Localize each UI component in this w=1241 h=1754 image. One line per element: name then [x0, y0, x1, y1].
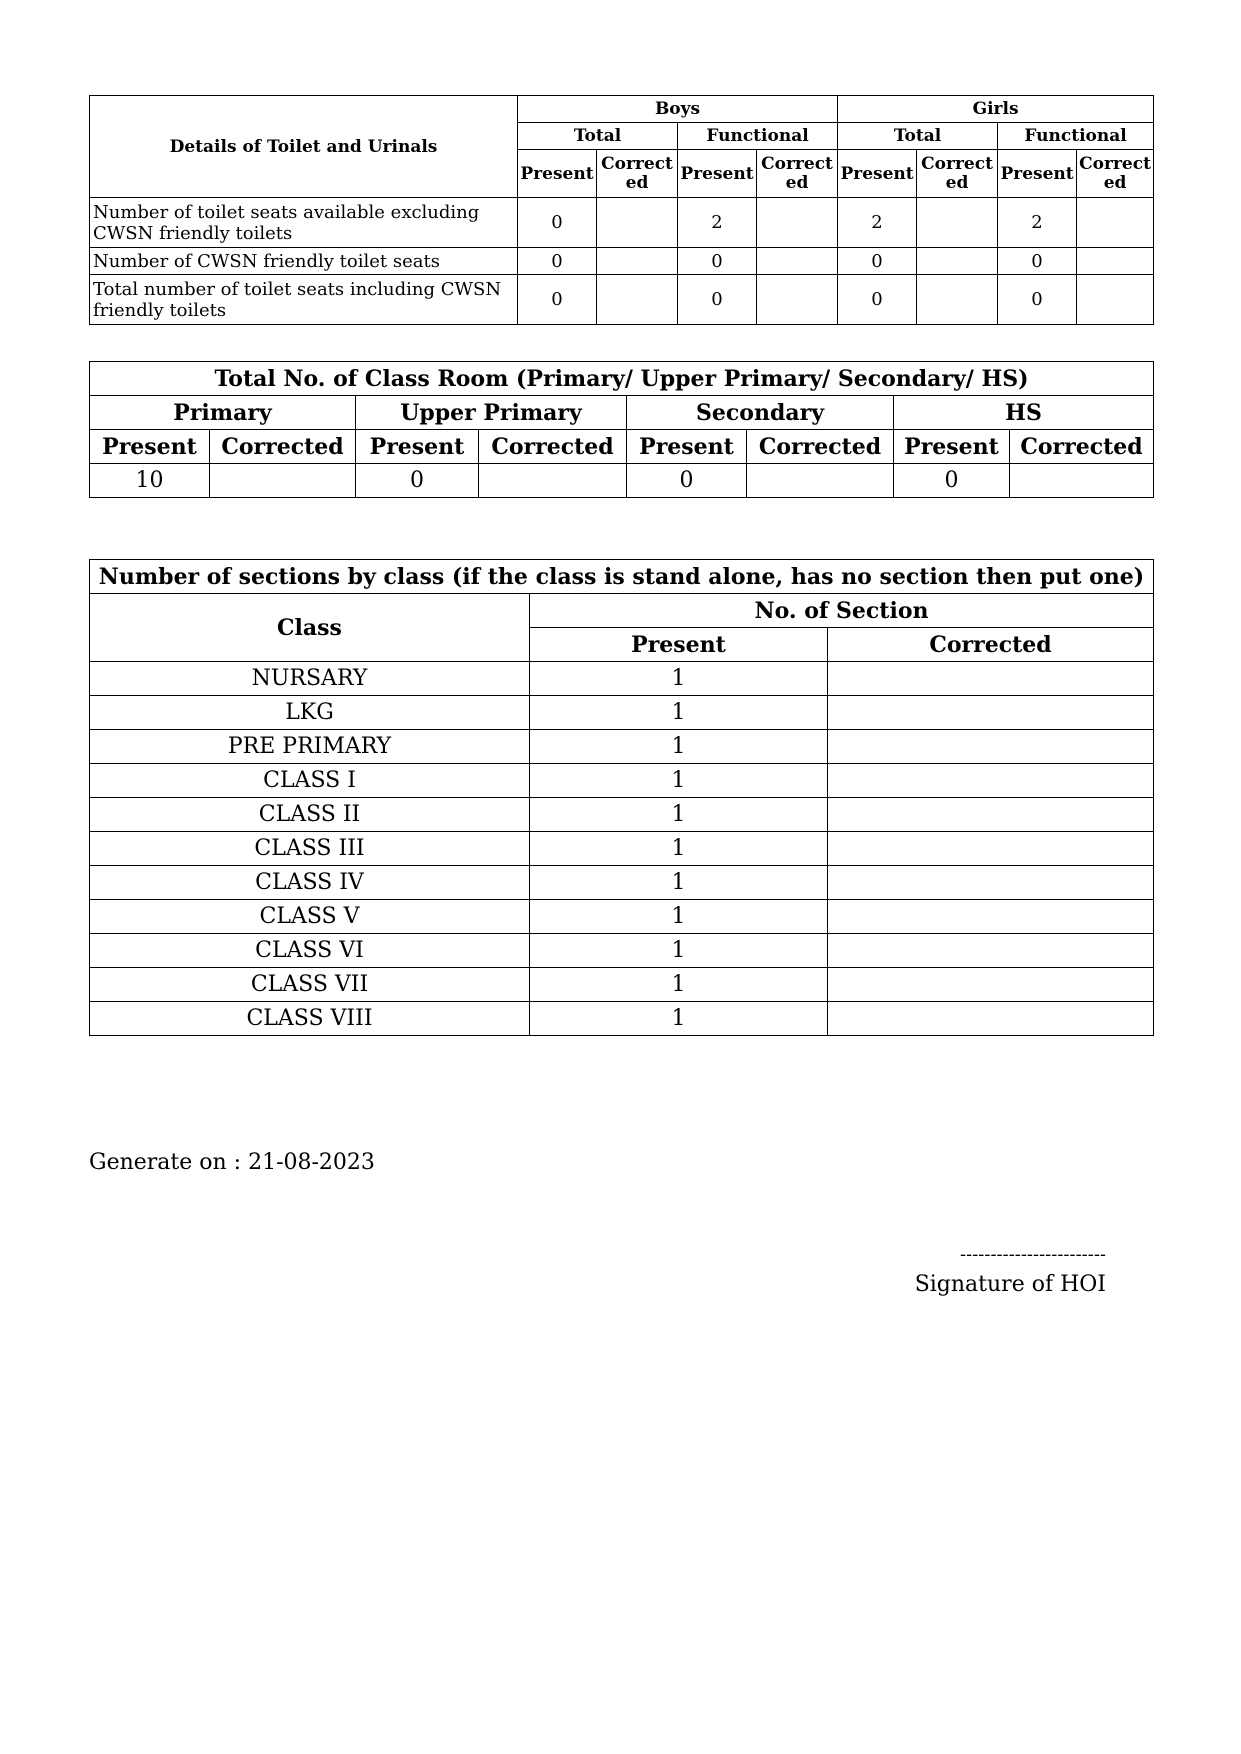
level-primary: Primary [90, 396, 356, 430]
table-row [90, 662, 1154, 696]
boys-total-header: Total [518, 123, 678, 150]
girls-header: Girls [838, 96, 1154, 123]
cell-value [747, 464, 894, 498]
cell-corrected [828, 934, 1154, 968]
table-row [90, 696, 1154, 730]
no-of-section-header: No. of Section [530, 594, 1154, 628]
cell-corrected [828, 832, 1154, 866]
cell-value: 0 [518, 275, 597, 325]
cell-class: CLASS IV [90, 866, 530, 900]
toilet-table-title: Details of Toilet and Urinals [90, 96, 518, 198]
cell-value: 0 [356, 464, 479, 498]
cell-value: 10 [90, 464, 210, 498]
table-row [90, 198, 1154, 248]
cell-present: 1 [530, 968, 828, 1002]
table-row [90, 866, 1154, 900]
cell-present: 1 [530, 1002, 828, 1036]
cell-value [1010, 464, 1154, 498]
cell-present: 1 [530, 900, 828, 934]
present-header: Present [627, 430, 747, 464]
present-header: Present [518, 150, 597, 198]
corrected-header: Correct ed [917, 150, 998, 198]
cell-value [757, 275, 838, 325]
cell-value [1077, 198, 1154, 248]
row-label: Number of CWSN friendly toilet seats [90, 248, 518, 275]
cell-corrected [828, 798, 1154, 832]
boys-functional-header: Functional [678, 123, 838, 150]
sections-table [89, 559, 1154, 1036]
corrected-header: Correct ed [1077, 150, 1154, 198]
boys-header: Boys [518, 96, 838, 123]
table-row [90, 798, 1154, 832]
corrected-header: Corrected [479, 430, 627, 464]
cell-value [597, 198, 678, 248]
cell-present: 1 [530, 662, 828, 696]
row-label: Number of toilet seats available excluding CWSN friendly toilets [90, 198, 518, 248]
cell-class: CLASS VII [90, 968, 530, 1002]
corrected-header: Corrected [1010, 430, 1154, 464]
cell-value: 0 [894, 464, 1010, 498]
level-upper-primary: Upper Primary [356, 396, 627, 430]
cell-value [210, 464, 356, 498]
cell-class: CLASS V [90, 900, 530, 934]
table-row [90, 764, 1154, 798]
cell-class: CLASS VIII [90, 1002, 530, 1036]
cell-class: LKG [90, 696, 530, 730]
cell-value: 2 [998, 198, 1077, 248]
row-label: Total number of toilet seats including CWSN friendly toilets [90, 275, 518, 325]
cell-present: 1 [530, 798, 828, 832]
cell-value: 0 [627, 464, 747, 498]
cell-value [917, 248, 998, 275]
signature-label: Signature of HOI [914, 1272, 1106, 1297]
cell-value: 0 [998, 275, 1077, 325]
corrected-header: Correct ed [597, 150, 678, 198]
corrected-header: Corrected [210, 430, 356, 464]
cell-class: PRE PRIMARY [90, 730, 530, 764]
cell-value: 0 [518, 248, 597, 275]
girls-total-header: Total [838, 123, 998, 150]
cell-value [917, 198, 998, 248]
cell-value [597, 275, 678, 325]
cell-value [479, 464, 627, 498]
cell-corrected [828, 900, 1154, 934]
cell-class: CLASS II [90, 798, 530, 832]
cell-corrected [828, 1002, 1154, 1036]
generated-date: Generate on : 21-08-2023 [89, 1150, 375, 1175]
corrected-header: Corrected [828, 628, 1154, 662]
level-secondary: Secondary [627, 396, 894, 430]
table-row [90, 1002, 1154, 1036]
cell-value: 2 [678, 198, 757, 248]
cell-class: CLASS I [90, 764, 530, 798]
cell-corrected [828, 696, 1154, 730]
cell-value: 2 [838, 198, 917, 248]
table-row [90, 730, 1154, 764]
class-header: Class [90, 594, 530, 662]
present-header: Present [356, 430, 479, 464]
cell-value [597, 248, 678, 275]
present-header: Present [894, 430, 1010, 464]
cell-present: 1 [530, 934, 828, 968]
cell-value [757, 198, 838, 248]
cell-corrected [828, 764, 1154, 798]
cell-value: 0 [838, 275, 917, 325]
cell-corrected [828, 730, 1154, 764]
cell-corrected [828, 866, 1154, 900]
cell-value: 0 [838, 248, 917, 275]
corrected-header: Corrected [747, 430, 894, 464]
present-header: Present [90, 430, 210, 464]
table-row [90, 248, 1154, 275]
cell-present: 1 [530, 730, 828, 764]
cell-corrected [828, 968, 1154, 1002]
cell-present: 1 [530, 696, 828, 730]
cell-value [1077, 275, 1154, 325]
cell-corrected [828, 662, 1154, 696]
table-row [90, 275, 1154, 325]
corrected-header: Correct ed [757, 150, 838, 198]
present-header: Present [838, 150, 917, 198]
present-header: Present [530, 628, 828, 662]
cell-class: CLASS VI [90, 934, 530, 968]
table-row [90, 832, 1154, 866]
signature-line: ------------------------ [960, 1244, 1106, 1265]
cell-value [757, 248, 838, 275]
classroom-table-title: Total No. of Class Room (Primary/ Upper Primary/ Secondary/ HS) [90, 362, 1154, 396]
table-row [90, 968, 1154, 1002]
cell-value: 0 [678, 248, 757, 275]
table-row [90, 900, 1154, 934]
cell-value: 0 [518, 198, 597, 248]
cell-present: 1 [530, 832, 828, 866]
cell-class: NURSARY [90, 662, 530, 696]
cell-present: 1 [530, 764, 828, 798]
cell-present: 1 [530, 866, 828, 900]
sections-table-title: Number of sections by class (if the class is stand alone, has no section then put one) [90, 560, 1154, 594]
present-header: Present [998, 150, 1077, 198]
level-hs: HS [894, 396, 1154, 430]
table-row [90, 934, 1154, 968]
cell-value [917, 275, 998, 325]
cell-class: CLASS III [90, 832, 530, 866]
girls-functional-header: Functional [998, 123, 1154, 150]
cell-value [1077, 248, 1154, 275]
classroom-table [89, 361, 1154, 498]
cell-value: 0 [998, 248, 1077, 275]
table-row [90, 464, 1154, 498]
toilet-details-table [89, 95, 1154, 325]
cell-value: 0 [678, 275, 757, 325]
present-header: Present [678, 150, 757, 198]
